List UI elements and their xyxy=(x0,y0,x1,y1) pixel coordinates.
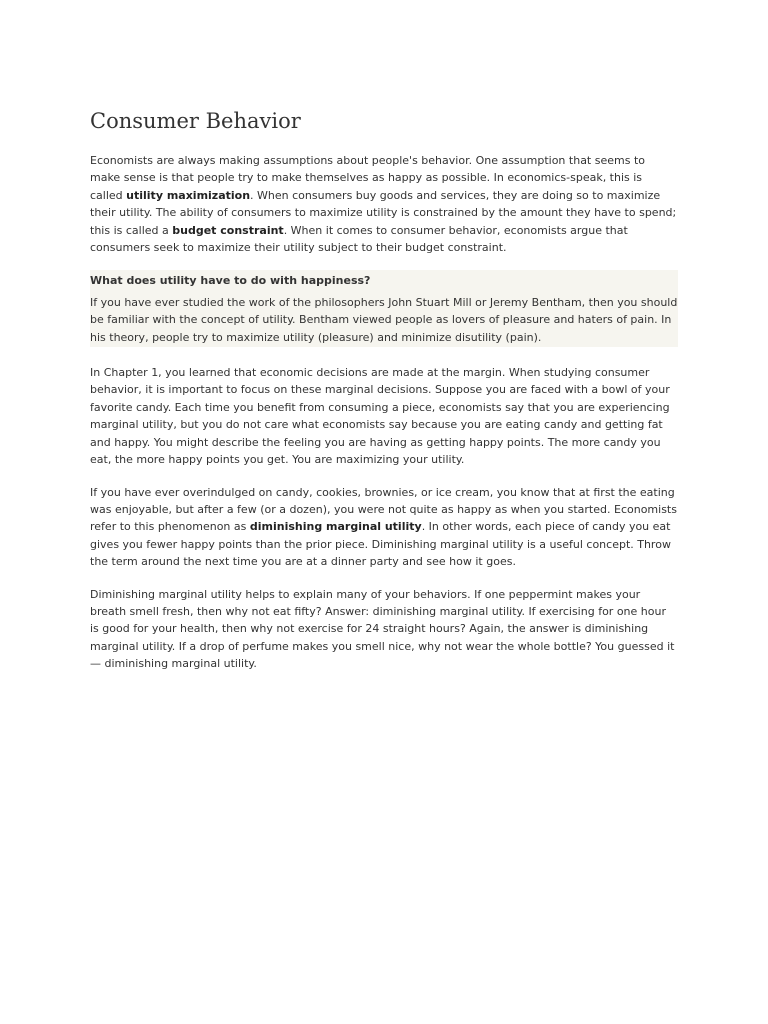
document-page xyxy=(90,106,678,673)
paragraph-marginal-utility: In Chapter 1, you learned that economic decisions are made at the margin. When studying consumer behavior, it is important to focus on these marginal decisions. Suppose you are faced with a bowl of your favorite candy. Each time you benefit from consuming a piece, economists say that you are experiencing marginal utility, but you do not care what economists say because you are eating candy and getting fat and happy. You might describe the feeling you are having as getting happy points. The more candy you eat, the more happy points you get. You are maximizing your utility. xyxy=(90,366,670,467)
page-title: Consumer Behavior xyxy=(90,109,301,133)
para3-text-2: . In other words, each piece of candy you eat gives you fewer happy points than the prior piece. Diminishing marginal utility is a useful concept. Throw the term around the next time you are at a dinner party and see how it goes. xyxy=(90,520,671,569)
para3-text-1: If you have ever overindulged on candy, cookies, brownies, or ice cream, you know that at first the eating was enjoyable, but after a few (or a dozen), you were not quite as happy as when you started. Economists refer to this phenomenon as xyxy=(90,485,677,534)
intro-text-2: . When consumers buy goods and services, they are doing so to maximize their utility. The ability of consumers to maximize utility is constrained by the amount they have to spend; this is called a xyxy=(90,188,677,237)
sidebar-text: If you have ever studied the work of the philosophers John Stuart Mill or Jeremy Bentham, then you should be familiar with the concept of utility. Bentham viewed people as lovers of pleasure and haters of pain. In his theory, people try to maximize utility (pleasure) and minimize disutility (pain). xyxy=(90,295,678,344)
paragraph-behaviors: Diminishing marginal utility helps to explain many of your behaviors. If one peppermint makes your breath smell fresh, then why not eat fifty? Answer: diminishing marginal utility. If exercising for one hour is good for your health, then why not exercise for 24 straight hours? Again, the answer is diminishing marginal utility. If a drop of perfume makes you smell nice, why not wear the whole bottle? You guessed it — diminishing marginal utility. xyxy=(90,587,675,671)
paragraph-diminishing xyxy=(90,484,678,571)
term-utility-maximization: utility maximization xyxy=(126,188,251,202)
term-diminishing-marginal-utility: diminishing marginal utility xyxy=(249,520,422,534)
term-budget-constraint: budget constraint xyxy=(172,223,284,237)
intro-text-3: . When it comes to consumer behavior, economists argue that consumers seek to maximize their utility subject to their budget constraint. xyxy=(90,223,628,255)
sidebar-title: What does utility have to do with happiness? xyxy=(90,274,371,288)
intro-text-1: Economists are always making assumptions about people's behavior. One assumption that seems to make sense is that people try to make themselves as happy as possible. In economics-speak, this is called xyxy=(90,154,645,202)
sidebar-box xyxy=(90,270,678,347)
intro-paragraph xyxy=(90,152,678,256)
